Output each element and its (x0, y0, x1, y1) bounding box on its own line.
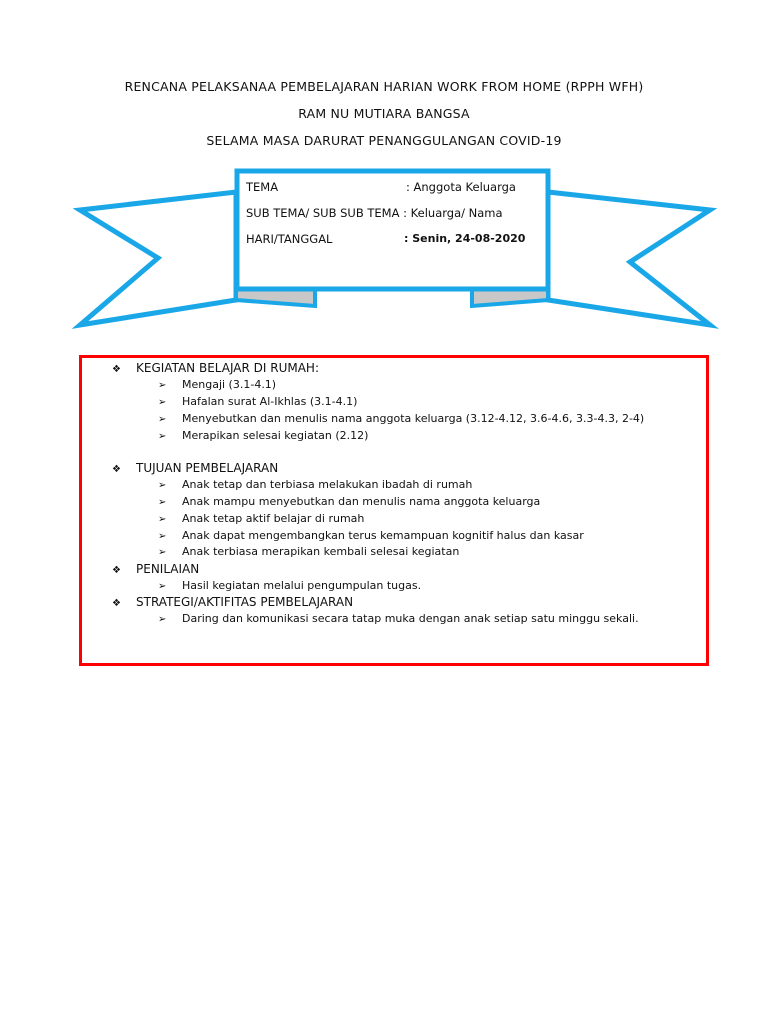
list-item (158, 412, 644, 425)
section-title: PENILAIAN (136, 562, 200, 576)
section-kegiatan-heading (112, 361, 319, 375)
arrow-bullet-icon: ➢ (158, 514, 167, 525)
list-item (158, 579, 421, 592)
list-item-text: Hafalan surat Al-Ikhlas (3.1-4.1) (182, 395, 358, 408)
list-item (158, 545, 459, 558)
arrow-bullet-icon: ➢ (158, 431, 167, 442)
arrow-bullet-icon: ➢ (158, 397, 167, 408)
list-item-text: Merapikan selesai kegiatan (2.12) (182, 429, 369, 442)
tema-label: TEMA (246, 180, 279, 194)
ribbon-left-tail (80, 192, 236, 325)
diamond-bullet-icon: ❖ (112, 565, 121, 576)
diamond-bullet-icon: ❖ (112, 598, 121, 609)
tanggal-label: HARI/TANGGAL (246, 232, 333, 246)
list-item-text: Anak tetap dan terbiasa melakukan ibadah di rumah (182, 478, 473, 491)
institution-name: RAM NU MUTIARA BANGSA (298, 106, 470, 121)
section-strategi-heading (112, 595, 353, 609)
tanggal-value: : Senin, 24-08-2020 (404, 232, 526, 245)
list-item (158, 612, 639, 625)
section-title: TUJUAN PEMBELAJARAN (136, 461, 279, 475)
list-item (158, 429, 368, 442)
list-item-text: Hasil kegiatan melalui pengumpulan tugas. (182, 579, 422, 592)
ribbon-right-tail (548, 192, 710, 325)
list-item-text: Mengaji (3.1-4.1) (182, 378, 277, 391)
arrow-bullet-icon: ➢ (158, 581, 167, 592)
section-tujuan-heading (112, 461, 278, 475)
list-item (158, 529, 584, 542)
list-item (158, 378, 276, 391)
section-title: STRATEGI/AKTIFITAS PEMBELAJARAN (136, 595, 354, 609)
arrow-bullet-icon: ➢ (158, 547, 167, 558)
arrow-bullet-icon: ➢ (158, 497, 167, 508)
diamond-bullet-icon: ❖ (112, 364, 121, 375)
arrow-bullet-icon: ➢ (158, 614, 167, 625)
subtema-row (246, 206, 503, 220)
list-item (158, 395, 357, 408)
section-penilaian-heading (112, 562, 199, 576)
list-item-text: Anak tetap aktif belajar di rumah (182, 512, 365, 525)
tema-value: : Anggota Keluarga (406, 180, 516, 194)
document-subtitle: SELAMA MASA DARURAT PENANGGULANGAN COVID-19 (206, 133, 562, 148)
list-item-text: Daring dan komunikasi secara tatap muka dengan anak setiap satu minggu sekali. (182, 612, 639, 625)
list-item-text: Anak dapat mengembangkan terus kemampuan kognitif halus dan kasar (182, 529, 584, 542)
list-item-text: Anak mampu menyebutkan dan menulis nama anggota keluarga (182, 495, 541, 508)
list-item-text: Menyebutkan dan menulis nama anggota keluarga (3.12-4.12, 3.6-4.6, 3.3-4.3, 2-4) (182, 412, 645, 425)
section-title: KEGIATAN BELAJAR DI RUMAH: (136, 361, 319, 375)
list-item (158, 512, 364, 525)
diamond-bullet-icon: ❖ (112, 464, 121, 475)
document-title: RENCANA PELAKSANAA PEMBELAJARAN HARIAN WORK FROM HOME (RPPH WFH) (124, 79, 644, 94)
list-item-text: Anak terbiasa merapikan kembali selesai kegiatan (182, 545, 460, 558)
arrow-bullet-icon: ➢ (158, 380, 167, 391)
subtema-label: SUB TEMA/ SUB SUB TEMA (246, 206, 400, 220)
list-item (158, 478, 472, 491)
subtema-value: : Keluarga/ Nama (399, 206, 503, 220)
list-item (158, 495, 540, 508)
arrow-bullet-icon: ➢ (158, 480, 167, 491)
arrow-bullet-icon: ➢ (158, 414, 167, 425)
arrow-bullet-icon: ➢ (158, 531, 167, 542)
ribbon-banner (0, 0, 768, 340)
